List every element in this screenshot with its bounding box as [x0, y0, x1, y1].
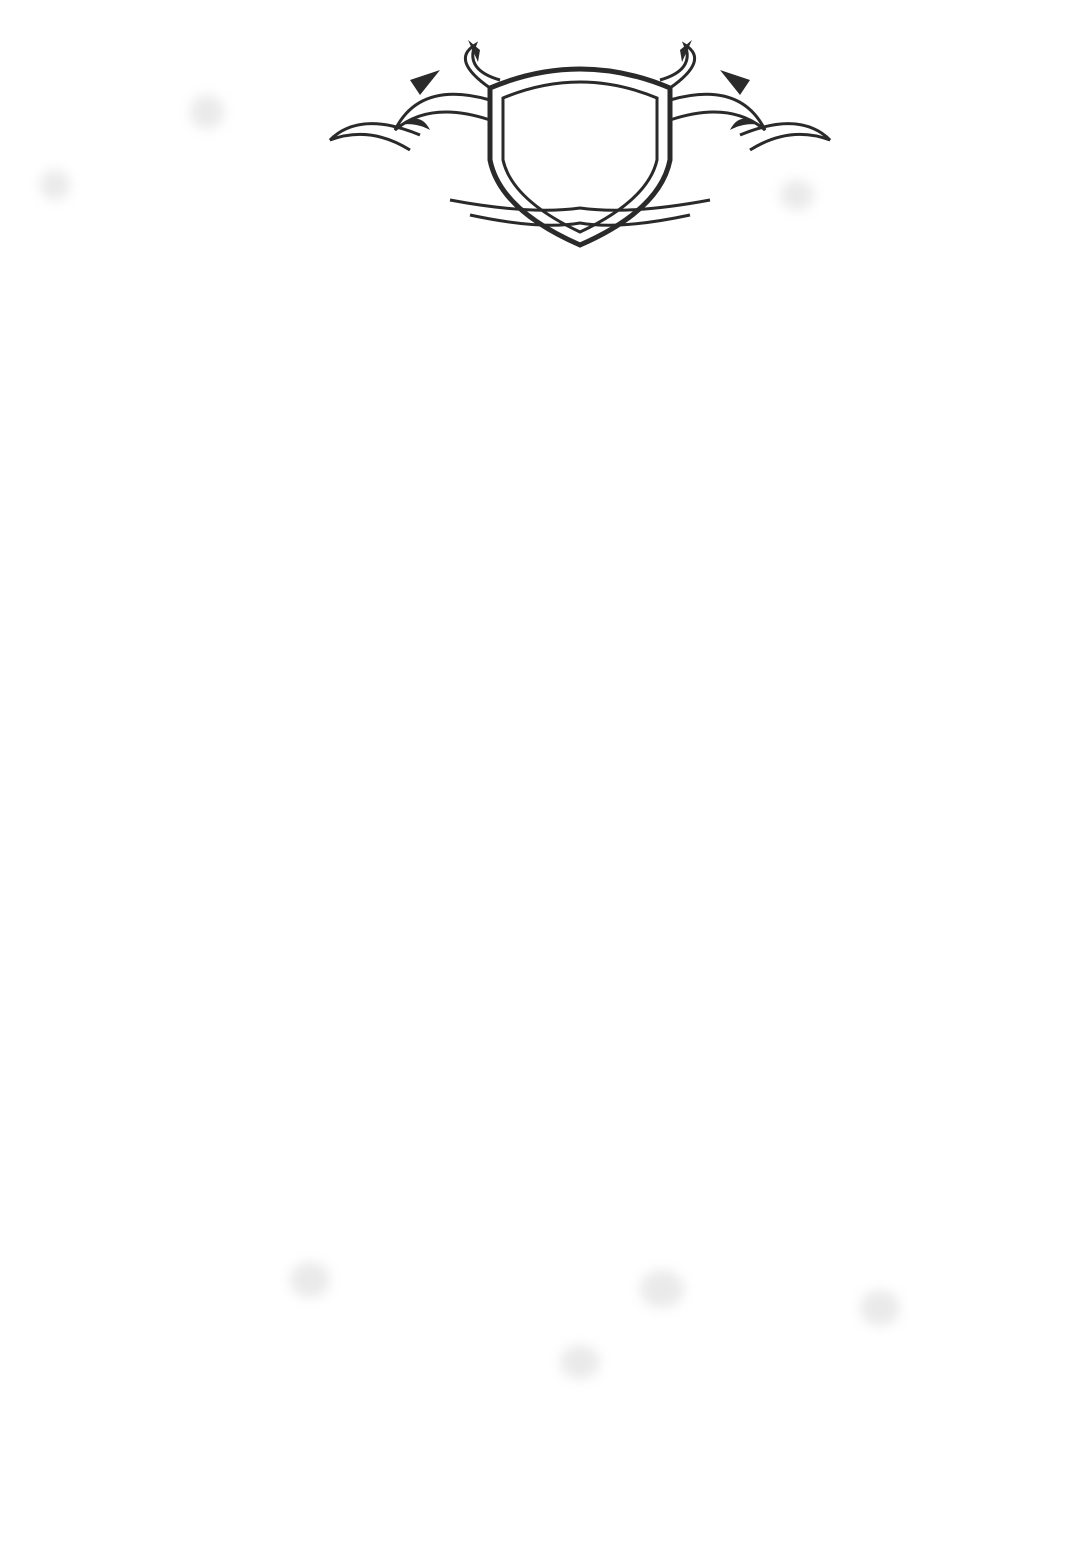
title-emblem [300, 40, 860, 250]
afterword-body [174, 286, 934, 310]
bottom-rose-garland [0, 1255, 1080, 1385]
